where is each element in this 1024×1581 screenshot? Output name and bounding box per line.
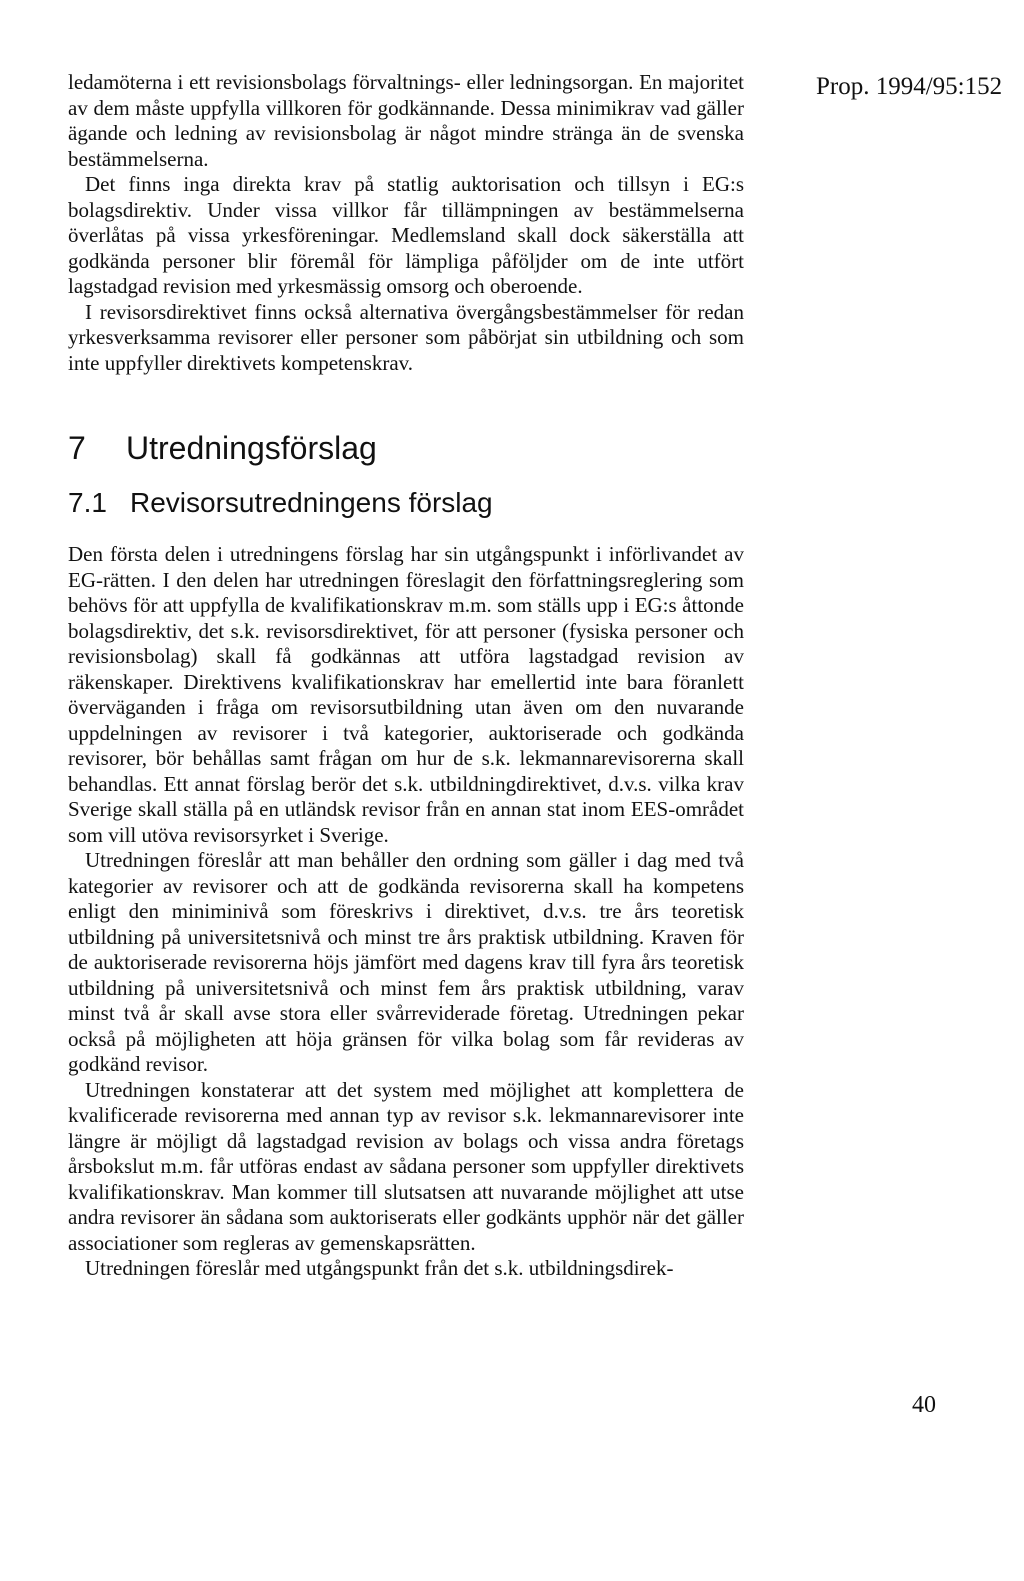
section-title: Utredningsförslag (126, 430, 377, 466)
paragraph: Utredningen föreslår att man behåller den ordning som gäller i dag med två kategorier av revisorer och att de godkända revisorerna skall ha kompetens enligt den miniminivå som föreskrivs i direktivet, d.v.s. tre års teoretisk utbildning på universitetsnivå och minst tre års praktisk utbildning. Kraven för de auktoriserade revisorerna höjs jämfört med dagens krav till fyra års teoretisk utbildning på universitetsnivå och minst fem års praktisk utbildning, varav minst två år skall avse stora eller svårreviderade företag. Utredningen pekar också på möjligheten att höja gränsen för vilka bolag som får revideras av godkänd revisor. (68, 848, 744, 1076)
page-number: 40 (912, 1392, 936, 1418)
paragraph: I revisorsdirektivet finns också alternativa övergångsbestämmelser för redan yrkesverksamma revisorer eller personer som påbörjat sin utbildning och som inte uppfyller direktivets kompetenskrav. (68, 299, 744, 375)
paragraph: Den första delen i utredningens förslag har sin utgångspunkt i införlivandet av EG-rätten. I den delen har utredningen föreslagit den författningsreglering som behövs för att uppfylla de kvalifikationskrav m.m. som ställs upp i EG:s åttonde bolagsdirektiv, det s.k. revisorsdirektivet, för att personer (fysiska personer och revisionsbolag) skall få godkännas att utföra lagstadgad revision av räkenskaper. Direktivens kvalifikationskrav har emellertid inte bara föranlett överväganden i fråga om revisorsutbildning utan även om den nuvarande uppdelningen av revisorer i två kategorier, auktoriserade och godkända revisorer, bör behållas samt frågan om hur de s.k. lekmannarevisorerna skall behandlas. Ett annat förslag berör det s.k. utbildningdirektivet, d.v.s. vilka krav Sverige skall ställa på en utländsk revisor från en annan stat inom EES-området som vill utöva revisorsyrket i Sverige. (68, 542, 744, 847)
paragraph: Utredningen föreslår med utgångspunkt från det s.k. utbildningsdirek- (85, 1256, 674, 1280)
section-spacer (68, 376, 744, 428)
paragraph: ledamöterna i ett revisionsbolags förvaltnings- eller ledningsorgan. En majoritet av dem måste uppfylla villkoren för godkännande. Dessa minimikrav vad gäller ägande och ledning av revisionsbolag är något mindre stränga än de svenska bestämmelserna. (68, 70, 744, 171)
subsection-title: Revisorsutredningens förslag (130, 487, 493, 518)
subsection-number: 7.1 (68, 487, 107, 518)
paragraph: Det finns inga direkta krav på statlig auktorisation och tillsyn i EG:s bolagsdirektiv. Under vissa villkor får tillämpningen av bestämmelserna överlåtas på vissa yrkesföreningar. Medlemsland skall dock säkerställa att godkända personer blir föremål för lämpliga påföljder om de inte utfört lagstadgad revision med yrkesmässig omsorg och oberoende. (68, 172, 744, 298)
body-text (68, 70, 744, 1282)
paragraph: Utredningen konstaterar att det system med möjlighet att komplettera de kvalificerade revisorerna med annan typ av revisor s.k. lekmannarevisorer inte längre är möjligt då lagstadgad revision av bolags och vissa andra företags årsbokslut m.m. får utföras endast av sådana personer som uppfyller direktivets kvalifikationskrav. Man kommer till slutsatsen att nuvarande möjlighet att utse andra revisorer än sådana som auktoriserats eller godkänts upphör när det gäller associationer som regleras av gemenskapsrätten. (68, 1077, 744, 1255)
proposition-reference: Prop. 1994/95:152 (816, 73, 1003, 100)
subsection-heading (68, 486, 744, 520)
section-heading (68, 428, 744, 468)
section-number: 7 (68, 430, 86, 466)
